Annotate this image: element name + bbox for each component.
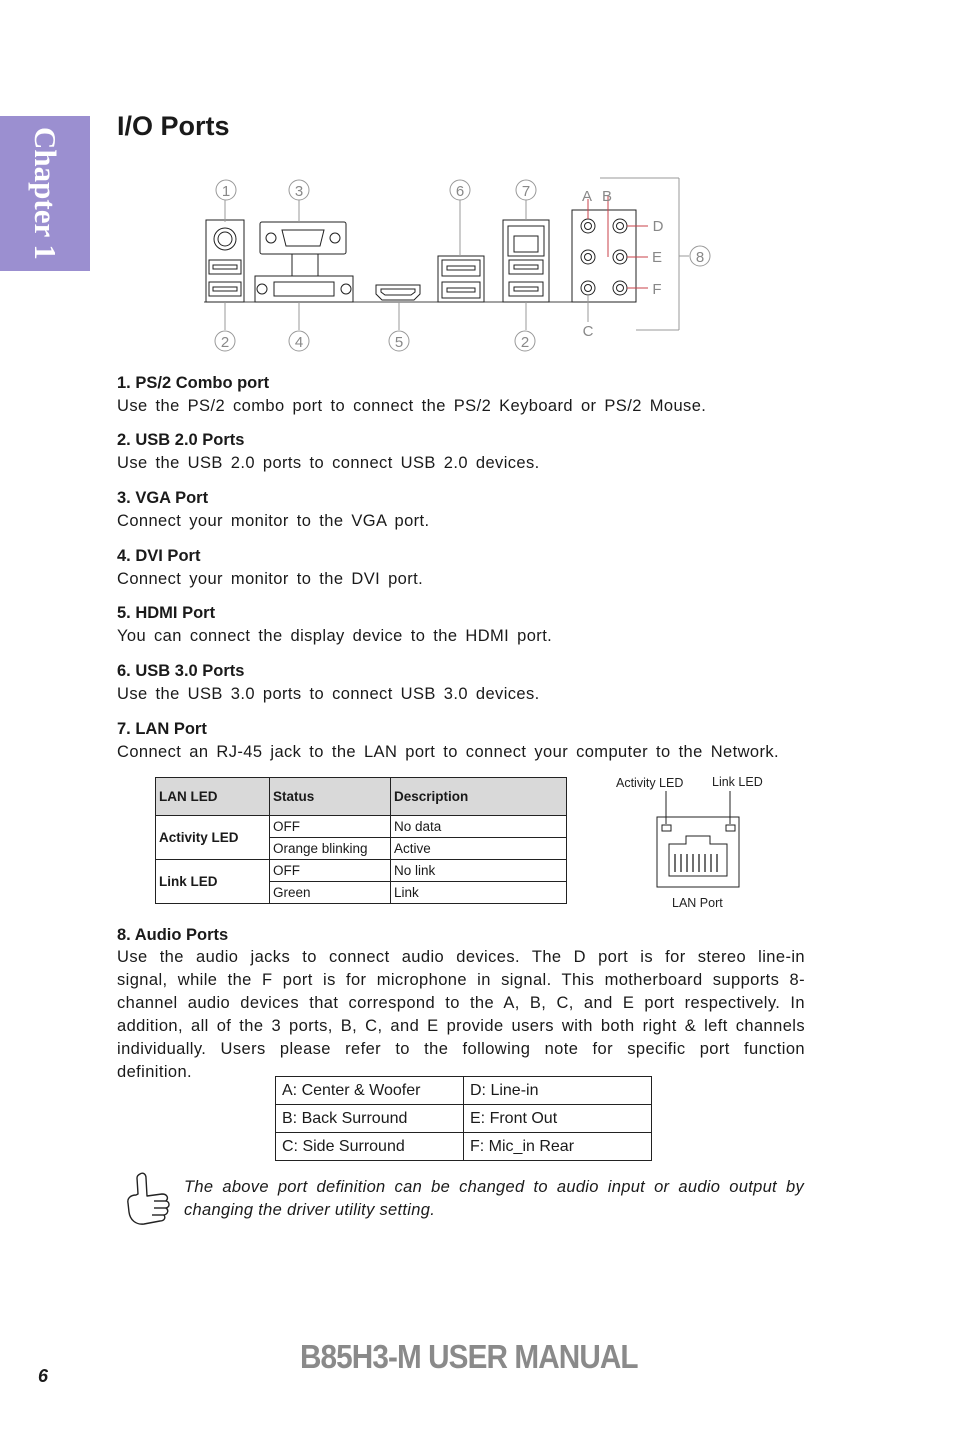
section-heading: 1. PS/2 Combo port <box>117 374 270 392</box>
table-row <box>276 1133 652 1161</box>
header-status: Status <box>270 778 391 816</box>
audio-letter-d: D <box>652 218 664 235</box>
dvi-port-icon <box>255 276 353 302</box>
audio-cell: D: Line-in <box>464 1077 652 1105</box>
audio-port-table <box>275 1076 652 1161</box>
callout-8: 8 <box>695 249 705 266</box>
section-text: Use the USB 2.0 ports to connect USB 2.0 devices. <box>117 454 540 472</box>
section-text: Connect your monitor to the VGA port. <box>117 512 430 530</box>
row-group-link: Link LED <box>156 860 270 904</box>
activity-led-label: Activity LED <box>616 776 684 790</box>
cell-description: Link <box>391 882 567 904</box>
link-led-icon <box>726 825 735 831</box>
audio-cell: C: Side Surround <box>276 1133 464 1161</box>
section-text: You can connect the display device to the HDMI port. <box>117 627 553 645</box>
table-row <box>276 1077 652 1105</box>
manual-title: B85H3-M USER MANUAL <box>300 1338 638 1375</box>
audio-cell: E: Front Out <box>464 1105 652 1133</box>
section-usb3 <box>117 660 807 706</box>
section-usb2 <box>117 429 807 475</box>
row-group-activity: Activity LED <box>156 816 270 860</box>
usb2-port-icon <box>209 260 241 274</box>
header-lan-led: LAN LED <box>156 778 270 816</box>
lan-port-label: LAN Port <box>672 896 723 910</box>
cell-status: OFF <box>270 860 391 882</box>
usb3-port-block <box>438 256 484 302</box>
table-row <box>156 860 567 882</box>
section-hdmi <box>117 602 807 648</box>
audio-cell: F: Mic_in Rear <box>464 1133 652 1161</box>
cell-description: No data <box>391 816 567 838</box>
section-heading: 3. VGA Port <box>117 489 209 507</box>
page-number: 6 <box>38 1366 49 1386</box>
hdmi-port-icon <box>376 285 420 300</box>
callout-2a: 2 <box>220 334 230 351</box>
section-dvi <box>117 545 807 591</box>
chapter-tab-label: Chapter 1 <box>28 127 63 260</box>
page-title: I/O Ports <box>117 111 230 141</box>
note-text: The above port definition can be changed to audio input or audio output by changing the driver utility setting. <box>184 1178 804 1219</box>
cell-description: Active <box>391 838 567 860</box>
section-text: Use the audio jacks to connect audio devices. The D port is for stereo line-in signal, while the F port is for microphone in signal. This motherboard supports 8-channel audio devices that correspond to the A, B, C, and E port respectively. In addition, all of the 3 ports, B, C, and E provide users with both right & left channels individually. Users please refer to the following note for specific port function definition. <box>117 948 805 1081</box>
section-text: Connect your monitor to the DVI port. <box>117 570 424 588</box>
audio-letter-c: C <box>582 323 594 340</box>
section-text: Use the PS/2 combo port to connect the PS/2 Keyboard or PS/2 Mouse. <box>117 397 707 415</box>
callout-6: 6 <box>455 183 465 200</box>
section-text: Use the USB 3.0 ports to connect USB 3.0 devices. <box>117 685 540 703</box>
table-row <box>156 816 567 838</box>
section-heading: 4. DVI Port <box>117 547 201 565</box>
section-vga <box>117 487 807 533</box>
callout-3: 3 <box>294 183 304 200</box>
audio-letter-f: F <box>652 281 662 298</box>
lan-led-table <box>155 777 567 904</box>
section-lan <box>117 718 807 764</box>
section-heading: 6. USB 3.0 Ports <box>117 662 245 680</box>
audio-letter-b: B <box>601 188 613 205</box>
section-heading: 5. HDMI Port <box>117 604 216 622</box>
callout-1: 1 <box>221 183 231 200</box>
cell-status: Green <box>270 882 391 904</box>
audio-letter-e: E <box>651 249 663 266</box>
cell-status: OFF <box>270 816 391 838</box>
lan-usb-block <box>503 220 549 302</box>
link-led-label: Link LED <box>712 775 763 789</box>
vga-port-icon <box>260 222 346 254</box>
ps2-port-icon <box>214 228 236 250</box>
chapter-tab <box>0 116 90 271</box>
section-heading: 2. USB 2.0 Ports <box>117 431 245 449</box>
section-heading: 8. Audio Ports <box>117 926 229 944</box>
audio-cell: B: Back Surround <box>276 1105 464 1133</box>
lan-port-figure <box>612 770 782 915</box>
header-description: Description <box>391 778 567 816</box>
callout-5: 5 <box>394 334 404 351</box>
audio-cell: A: Center & Woofer <box>276 1077 464 1105</box>
section-text: Connect an RJ-45 jack to the LAN port to connect your computer to the Network. <box>117 743 779 761</box>
callout-7: 7 <box>521 183 531 200</box>
cell-status: Orange blinking <box>270 838 391 860</box>
callout-4: 4 <box>294 334 304 351</box>
audio-letter-a: A <box>581 188 593 205</box>
activity-led-icon <box>662 825 671 831</box>
table-row <box>276 1105 652 1133</box>
io-panel-diagram <box>200 172 720 358</box>
section-heading: 7. LAN Port <box>117 720 207 738</box>
cell-description: No link <box>391 860 567 882</box>
section-ps2 <box>117 372 807 418</box>
pointing-hand-icon <box>124 1170 176 1230</box>
section-audio <box>117 924 805 1084</box>
callout-2b: 2 <box>520 334 530 351</box>
table-header-row <box>156 778 567 816</box>
